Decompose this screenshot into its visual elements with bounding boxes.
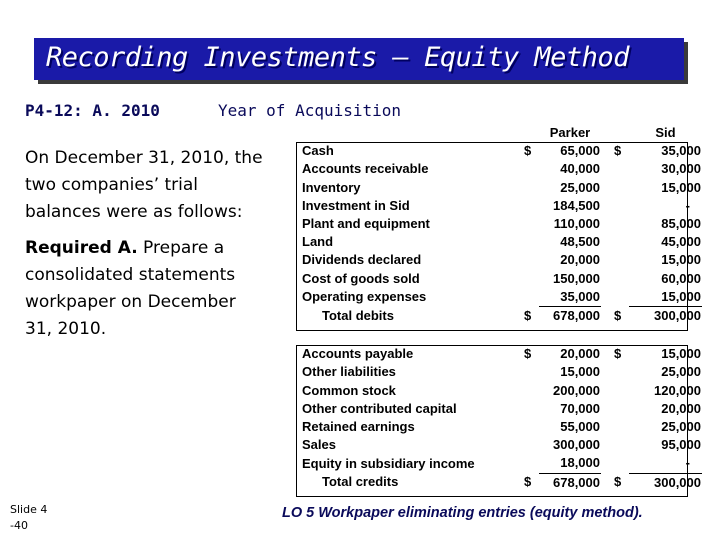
- account-name: Other contributed capital: [302, 400, 457, 416]
- sid-value: 85,000: [661, 216, 701, 232]
- slide-title: Recording Investments – Equity Method: [46, 42, 629, 73]
- title-bar: [34, 38, 684, 80]
- parker-value: 55,000: [560, 419, 600, 435]
- sid-value: 35,000: [661, 143, 701, 159]
- dollar-sign: $: [614, 307, 622, 323]
- table-row: [300, 382, 702, 400]
- total-label: Total debits: [322, 307, 394, 323]
- parker-value: 65,000: [560, 143, 600, 159]
- dollar-sign: $: [614, 346, 622, 362]
- problem-subtitle: Year of Acquisition: [218, 101, 402, 120]
- slide-number-line2: -40: [10, 519, 28, 532]
- account-name: Accounts receivable: [302, 161, 429, 177]
- sid-value: -: [685, 197, 690, 213]
- parker-value: 110,000: [553, 216, 600, 232]
- intro-text: On December 31, 2010, the two companies’ trial balances were as follows:: [25, 148, 263, 222]
- parker-value: 184,500: [553, 197, 600, 213]
- sid-value: 95,000: [661, 437, 701, 453]
- parker-total: 678,000: [553, 308, 600, 324]
- sid-value: -: [629, 454, 702, 473]
- sid-value: 15,000: [661, 179, 701, 195]
- parker-value: 15,000: [560, 364, 600, 380]
- table-row: [300, 160, 702, 178]
- table-row: [300, 179, 702, 197]
- dollar-sign: $: [614, 143, 622, 159]
- parker-value: 20,000: [560, 346, 600, 362]
- column-header-sid: Sid: [655, 125, 676, 140]
- sid-value: 20,000: [661, 400, 701, 416]
- parker-value: 150,000: [553, 270, 600, 286]
- table-row: [300, 142, 702, 160]
- table-row: [300, 418, 702, 436]
- total-debits-row: [300, 307, 702, 326]
- sid-value: 60,000: [661, 270, 701, 286]
- table-row: [300, 345, 702, 363]
- account-name: Cash: [302, 143, 334, 159]
- required-body: Prepare a consolidated statements workpaper on December 31, 2010.: [25, 238, 236, 339]
- account-name: Cost of goods sold: [302, 270, 420, 286]
- table-row: [300, 454, 702, 473]
- problem-label: P4-12: A. 2010: [25, 101, 160, 120]
- sid-total: 300,000: [654, 308, 701, 324]
- parker-value: 48,500: [560, 234, 600, 250]
- header-row: [300, 124, 702, 142]
- account-name: Other liabilities: [302, 364, 396, 380]
- table-row: [300, 197, 702, 215]
- learning-objective-footer: LO 5 Workpaper eliminating entries (equity method).: [282, 505, 643, 521]
- parker-value: 18,000: [539, 454, 601, 473]
- account-name: Operating expenses: [302, 289, 427, 305]
- sid-value: 30,000: [661, 161, 701, 177]
- table-row: [300, 233, 702, 251]
- account-name: Retained earnings: [302, 419, 415, 435]
- parker-value: 25,000: [560, 179, 600, 195]
- sid-value: 15,000: [629, 288, 702, 307]
- sid-value: 15,000: [661, 252, 701, 268]
- dollar-sign: $: [524, 143, 532, 159]
- sid-total: 300,000: [654, 474, 701, 490]
- table-row: [300, 400, 702, 418]
- required-text: [25, 235, 265, 343]
- table-row: [300, 363, 702, 381]
- parker-value: 35,000: [539, 288, 601, 307]
- parker-value: 70,000: [560, 400, 600, 416]
- slide-number: [10, 502, 47, 534]
- trial-balance-table: [300, 124, 702, 492]
- account-name: Inventory: [302, 179, 361, 195]
- account-name: Accounts payable: [302, 346, 414, 362]
- sid-value: 120,000: [654, 382, 701, 398]
- total-credits-row: [300, 473, 702, 492]
- account-name: Equity in subsidiary income: [302, 455, 475, 471]
- parker-value: 40,000: [560, 161, 600, 177]
- total-label: Total credits: [322, 474, 399, 490]
- table-row: [300, 251, 702, 269]
- account-name: Investment in Sid: [302, 197, 410, 213]
- dollar-sign: $: [614, 474, 622, 490]
- table-row: [300, 436, 702, 454]
- sid-value: 25,000: [661, 419, 701, 435]
- sid-value: 15,000: [661, 346, 701, 362]
- account-name: Dividends declared: [302, 252, 422, 268]
- sid-value: 25,000: [661, 364, 701, 380]
- account-name: Land: [302, 234, 334, 250]
- parker-value: 300,000: [553, 437, 600, 453]
- required-label: Required A.: [25, 238, 138, 258]
- parker-value: 20,000: [560, 252, 600, 268]
- table-row: [300, 215, 702, 233]
- sid-value: 45,000: [661, 234, 701, 250]
- table-row: [300, 288, 702, 307]
- dollar-sign: $: [524, 474, 532, 490]
- slide-number-line1: Slide 4: [10, 503, 48, 516]
- table-row: [300, 270, 702, 288]
- dollar-sign: $: [524, 346, 532, 362]
- parker-value: 200,000: [553, 382, 600, 398]
- account-name: Plant and equipment: [302, 216, 430, 232]
- account-name: Sales: [302, 437, 336, 453]
- parker-total: 678,000: [553, 474, 600, 490]
- dollar-sign: $: [524, 307, 532, 323]
- account-name: Common stock: [302, 382, 396, 398]
- column-header-parker: Parker: [549, 125, 591, 140]
